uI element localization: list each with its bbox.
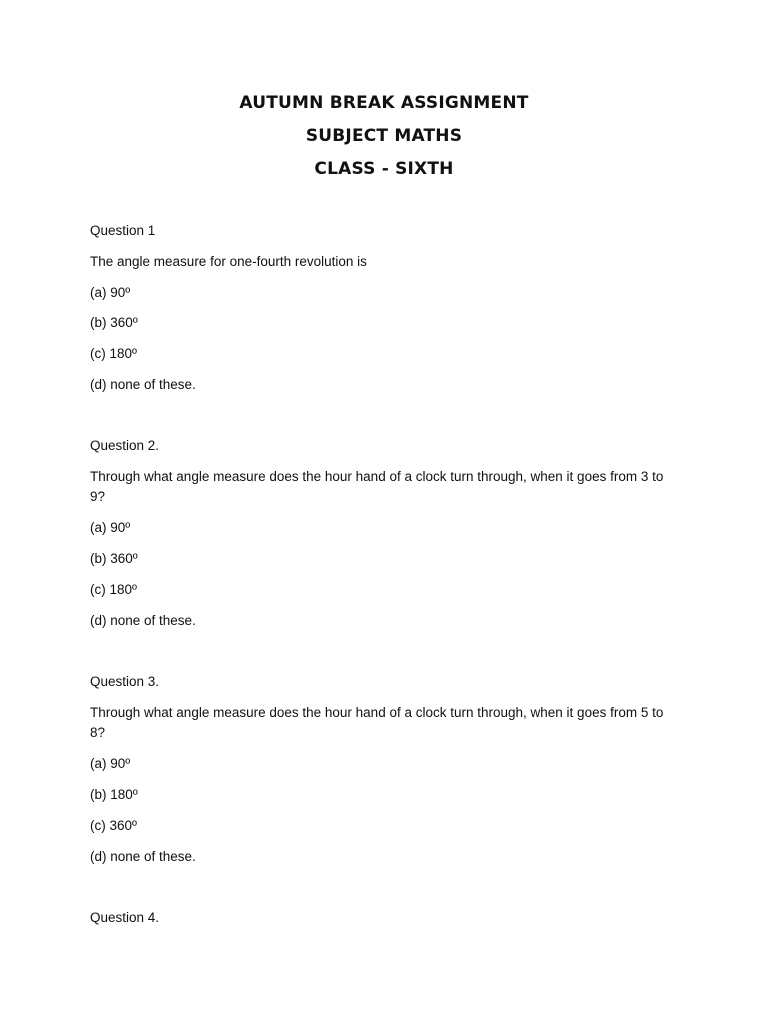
question-2-option-b: (b) 360º — [90, 551, 138, 566]
question-1-option-a: (a) 90º — [90, 285, 131, 300]
subject-heading: SUBJECT MATHS — [305, 126, 463, 146]
question-3-option-c: (c) 360º — [90, 818, 137, 833]
question-2-option-c: (c) 180º — [90, 582, 137, 597]
question-1-option-b: (b) 360º — [90, 315, 138, 330]
assignment-title: AUTUMN BREAK ASSIGNMENT — [239, 93, 529, 113]
question-1-label: Question 1 — [90, 223, 156, 238]
class-heading: CLASS - SIXTH — [314, 159, 454, 179]
question-3-text: Through what angle measure does the hour hand of a clock turn through, when it goes from 5 to 8? — [90, 705, 664, 740]
question-3-option-d: (d) none of these. — [90, 849, 196, 864]
question-2-label: Question 2. — [90, 438, 160, 453]
question-1-option-d: (d) none of these. — [90, 377, 196, 392]
question-2-option-a: (a) 90º — [90, 520, 131, 535]
question-2-text: Through what angle measure does the hour hand of a clock turn through, when it goes from 3 to 9? — [90, 469, 664, 504]
question-3-label: Question 3. — [90, 674, 160, 689]
question-3-option-a: (a) 90º — [90, 756, 131, 771]
question-1-text: The angle measure for one-fourth revolution is — [90, 254, 367, 269]
question-1-option-c: (c) 180º — [90, 346, 137, 361]
question-3-option-b: (b) 180º — [90, 787, 138, 802]
question-4-label: Question 4. — [90, 910, 160, 925]
question-2-option-d: (d) none of these. — [90, 613, 196, 628]
